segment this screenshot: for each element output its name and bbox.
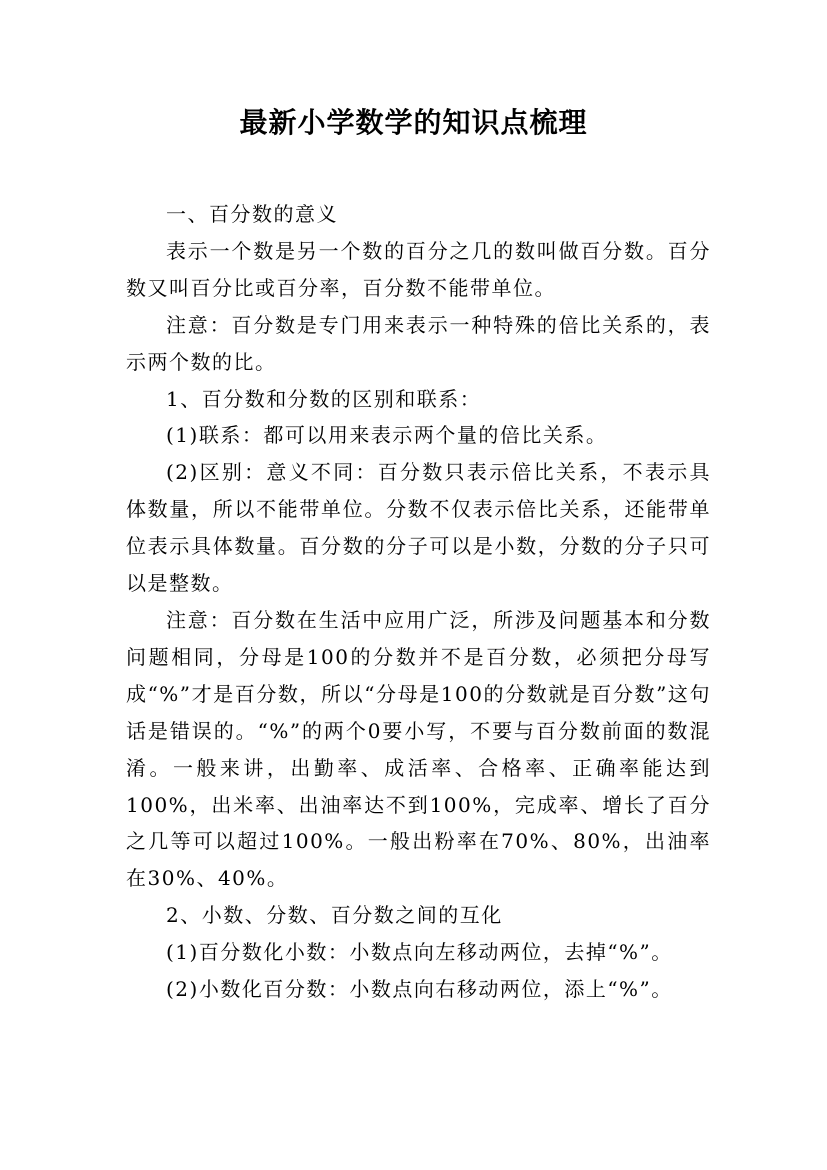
paragraph-relation: (1)联系：都可以用来表示两个量的倍比关系。 bbox=[166, 423, 608, 448]
section-heading-percent-meaning: 一、百分数的意义 bbox=[166, 202, 338, 226]
paragraph-decimal-to-percent: (2)小数化百分数：小数点向右移动两位，添上“%”。 bbox=[166, 977, 673, 1002]
subheading-conversion: 2、小数、分数、百分数之间的互化 bbox=[166, 903, 503, 928]
paragraph-difference: (2)区别：意义不同：百分数只表示倍比关系，不表示具体数量，所以不能带单位。分数不仅表示倍比关系，还能带单位表示具体数量。百分数的分子可以是小数，分数的分子只可以是整数。 bbox=[126, 460, 711, 596]
document-body bbox=[126, 196, 711, 1008]
paragraph-note-usage: 注意：百分数在生活中应用广泛，所涉及问题基本和分数问题相同，分母是100的分数并不是百分数，必须把分母写成“%”才是百分数，所以“分母是100的分数就是百分数”这句话是错误的。“%”的两个0要小写，不要与百分数前面的数混淆。一般来讲，出勤率、成活率、合格率、正确率能达到100%，出米率、出油率达不到100%，完成率、增长了百分之几等可以超过100%。一般出粉率在70%、80%，出油率在30%、40%。 bbox=[126, 607, 711, 891]
paragraph-percent-to-decimal: (1)百分数化小数：小数点向左移动两位，去掉“%”。 bbox=[166, 940, 673, 965]
paragraph-note-ratio: 注意：百分数是专门用来表示一种特殊的倍比关系的，表示两个数的比。 bbox=[126, 312, 711, 374]
subheading-difference-and-relation: 1、百分数和分数的区别和联系： bbox=[166, 386, 482, 411]
document-title: 最新小学数学的知识点梳理 bbox=[239, 106, 588, 139]
paragraph-percent-definition: 表示一个数是另一个数的百分之几的数叫做百分数。百分数又叫百分比或百分率，百分数不能带单位。 bbox=[126, 238, 711, 300]
